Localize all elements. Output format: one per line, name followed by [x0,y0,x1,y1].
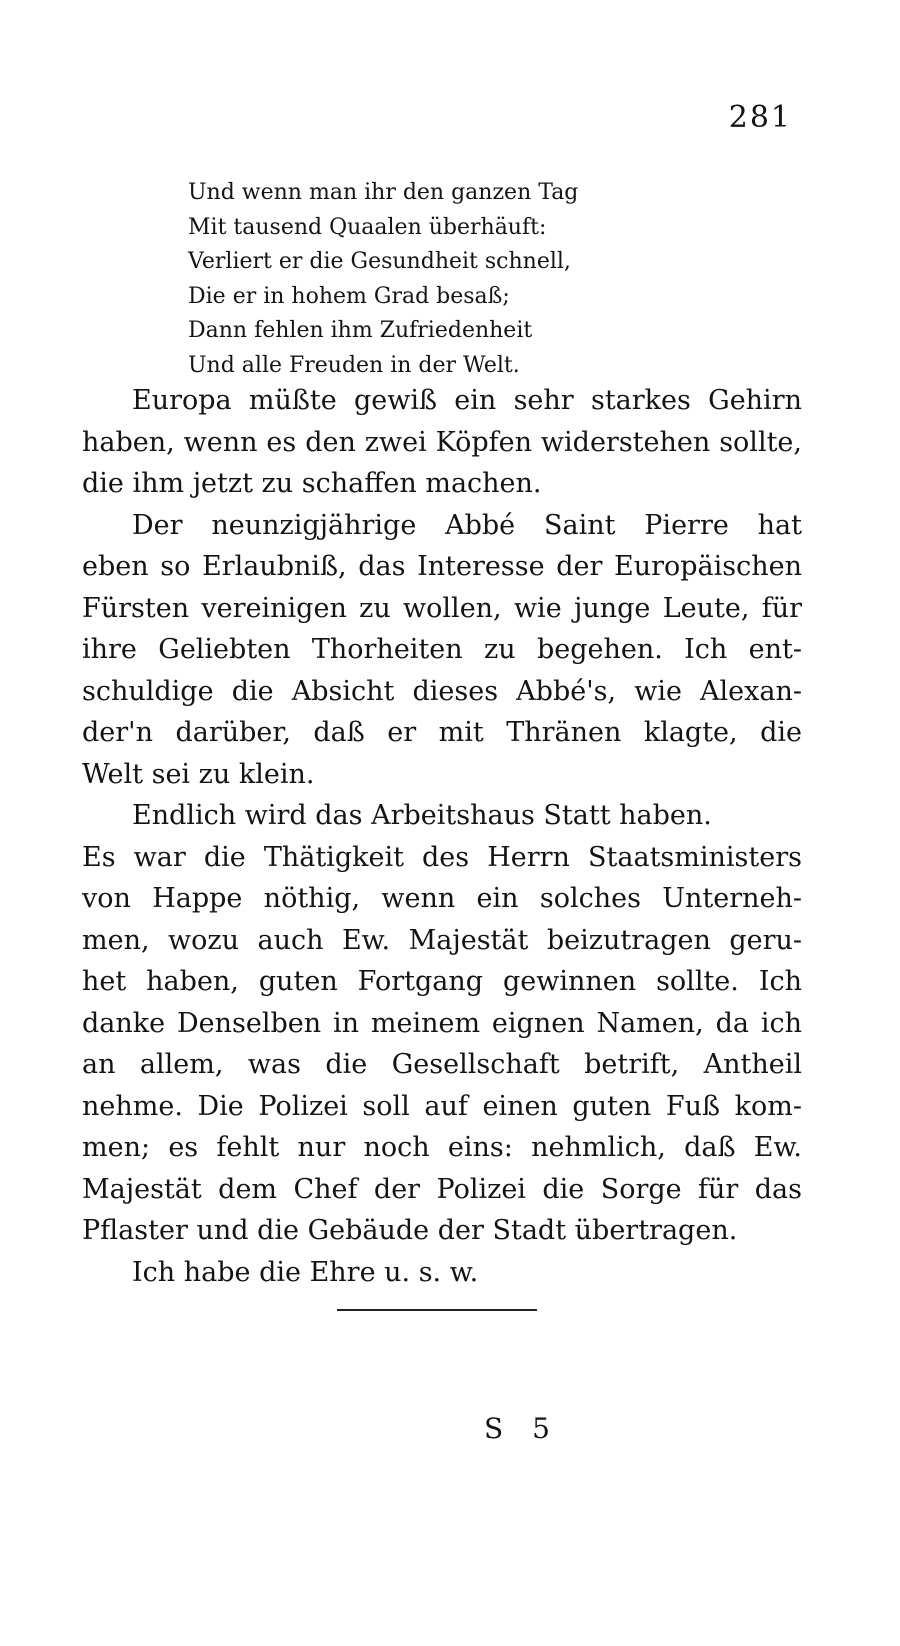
text-line: die ihm jetzt zu schaffen machen. [82,468,542,499]
paragraph-arbeitshaus [82,795,802,1252]
printer-signature: S 5 [484,1412,560,1445]
text-line: eben so Erlaubniß, das Interesse der Europäischen [82,551,802,582]
page-number: 281 [728,100,792,135]
text-line: an allem, was die Gesellschaft betrift, Antheil [82,1049,802,1080]
body-text [82,380,802,1293]
poem-line: Verliert er die Gesundheit schnell, [188,249,571,274]
poem-line: Mit tausend Quaalen überhäuft: [188,214,547,240]
poem-line: Dann fehlen ihm Zufriedenheit [188,318,533,343]
text-line: men; es fehlt nur noch eins: nehmlich, daß Ew. [82,1132,802,1163]
text-line: men, wozu auch Ew. Majestät beizutragen geru- [82,924,802,956]
section-divider [337,1309,537,1311]
text-line: Endlich wird das Arbeitshaus Statt haben. [132,800,712,831]
text-line: schuldige die Absicht dieses Abbé's, wie Alexan- [82,675,802,707]
poem-line: Und wenn man ihr den ganzen Tag [188,180,579,205]
text-line: von Happe nöthig, wenn ein solches Unterneh- [82,883,802,914]
text-line: nehme. Die Polizei soll auf einen guten Fuß kom- [82,1090,802,1122]
text-line: danke Denselben in meinem eignen Namen, da ich [82,1007,802,1039]
text-line: Es war die Thätigkeit des Herrn Staatsministers [82,841,802,873]
text-line: Pflaster und die Gebäude der Stadt übertragen. [82,1215,738,1246]
closing-line: Ich habe die Ehre u. s. w. [132,1256,479,1288]
text-line: Welt sei zu klein. [82,758,315,790]
text-line: Fürsten vereinigen zu wollen, wie junge Leute, für [82,592,802,624]
text-line: het haben, guten Fortgang gewinnen sollte. Ich [82,966,802,997]
paragraph-europa [82,380,802,505]
text-line: Majestät dem Chef der Polizei die Sorge für das [82,1173,802,1205]
text-line: haben, wenn es den zwei Köpfen widerstehen sollte, [82,426,802,458]
poem-stanza [188,176,708,383]
text-line: ihre Geliebten Thorheiten zu begehen. Ich ent- [82,634,802,665]
poem-line: Und alle Freuden in der Welt. [188,352,520,378]
poem-line: Die er in hohem Grad besaß; [188,283,510,309]
text-line: der'n darüber, daß er mit Thränen klagte, die [82,717,802,748]
paragraph-saint-pierre [82,505,802,796]
text-line: Europa müßte gewiß ein sehr starkes Gehirn [132,385,802,416]
text-line: Der neunzigjährige Abbé Saint Pierre hat [132,509,802,541]
